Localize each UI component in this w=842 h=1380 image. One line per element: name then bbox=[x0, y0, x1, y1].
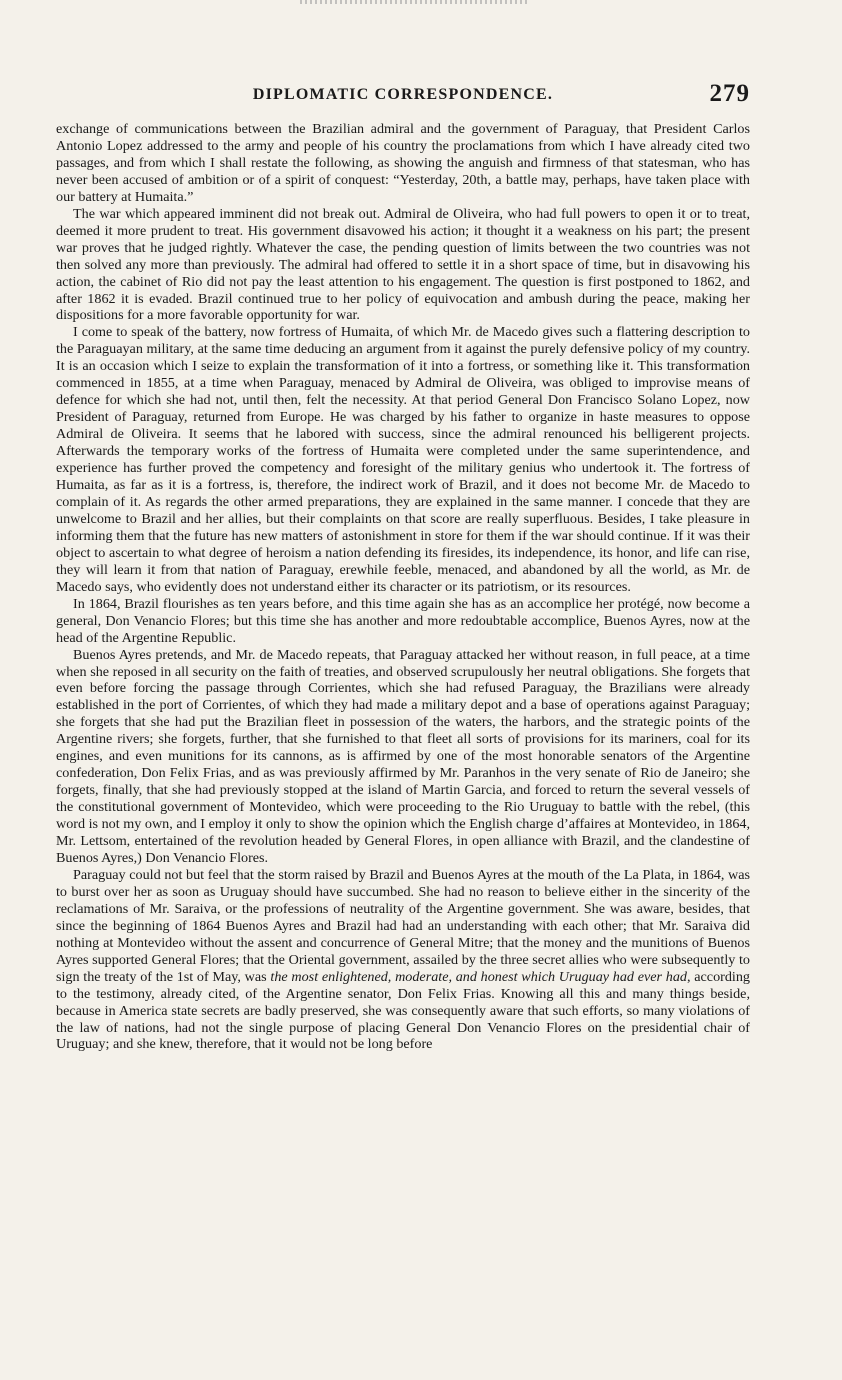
text-segment: , according to the testimony, already cited, of the Argentine senator, Don Felix Frias. Knowing all this and many things beside, because in America state secrets are badly preserved, she was consequently aware that such efforts, so many violations of the law of nations, had not the single purpose of placing General Don Venancio Flores on the presidential chair of Uruguay; and she knew, therefore, that it would not be long before bbox=[56, 968, 751, 1053]
paragraph bbox=[56, 596, 750, 647]
text-segment: In 1864, Brazil flourishes as ten years before, and this time again she has as an accomplice her protégé, now become a general, Don Venancio Flores; but this time she has another and more redoubtable accomplice, Buenos Ayres, now at the head of the Argentine Republic. bbox=[56, 595, 750, 646]
paragraph bbox=[56, 206, 750, 325]
page-number: 279 bbox=[709, 80, 750, 107]
text-segment: The war which appeared imminent did not break out. Admiral de Oliveira, who had full powers to open it or to treat, deemed it more prudent to treat. His government disavowed his action; it thought it a weakness on his part; the present war proves that he judged rightly. Whatever the case, the pending question of limits between the two countries was not then solved any more than previously. The admiral had offered to settle it in a short space of time, but in disavowing his action, the cabinet of Rio did not pay the least attention to his engagement. The question is first postponed to 1862, and after 1862 it is evaded. Brazil continued true to her policy of equivocation and ambush during the peace, making her dispositions for a more favorable opportunity for war. bbox=[56, 205, 750, 324]
text-segment: exchange of communications between the Brazilian admiral and the government of Paraguay, that President Carlos Antonio Lopez addressed to the army and people of his country the proclamations from which I have already cited two passages, and from which I shall restate the following, as showing the anguish and firmness of that statesman, who has never been accused of ambition or of a spirit of conquest: “Yesterday, 20th, a battle may, perhaps, have taken place with our battery at Humaita.” bbox=[56, 121, 750, 205]
text-segment: I come to speak of the battery, now fortress of Humaita, of which Mr. de Macedo gives such a flattering description to the Paraguayan military, at the same time deducing an argument from it against the purely defensive policy of my country. It is an occasion which I seize to explain the transformation of it into a fortress, or something like it. This transformation commenced in 1855, at a time when Paraguay, menaced by Admiral de Oliveira, was obliged to improvise means of defence for which she had not, until then, felt the necessity. At that period General Don Francisco Solano Lopez, now President of Paraguay, returned from Europe. He was charged by his father to organize in haste measures to oppose Admiral de Oliveira. It seems that he labored with success, since the admiral renounced his belligerent projects. Afterwards the temporary works of the fortress of Humaita were completed under the same superintendence, and experience has further proved the competency and foresight of the military genius who undertook it. The fortress of Humaita, as far as it is a fortress, is, therefore, the indirect work of Brazil, and it does not become Mr. de Macedo to complain of it. As regards the other armed preparations, they are explained in the same manner. I concede that they are unwelcome to Brazil and her allies, but their complaints on that score are really superfluous. Besides, I take pleasure in informing them that the future has new matters of astonishment in store for them if the war should continue. If it was their object to ascertain to what degree of heroism a nation defending its firesides, its independence, its honor, and life can rise, they will learn it from that nation of Paraguay, erewhile feeble, menaced, and abandoned by all the world, as Mr. de Macedo says, who evidently does not understand either its character or its patriotism, or its resources. bbox=[56, 324, 750, 595]
scan-artifact bbox=[300, 0, 530, 4]
paragraph bbox=[56, 324, 750, 595]
running-header bbox=[56, 80, 750, 116]
paragraph bbox=[56, 867, 750, 1053]
paragraph bbox=[56, 647, 750, 867]
text-segment: Buenos Ayres pretends, and Mr. de Macedo repeats, that Paraguay attacked her without reason, in full peace, at a time when she reposed in all security on the faith of treaties, and observed scrupulously her neutral obligations. She forgets that even before forcing the passage through Corrientes, which she had refused Paraguay, the Brazilians were already established in the port of Corrientes, of which they had made a military depot and a base of operations against Paraguay; she forgets that she had put the Brazilian fleet in possession of the waters, the harbors, and the strategic points of the Argentine rivers; she forgets, further, that she furnished to that fleet all sorts of provisions for its mariners, coal for its engines, and even munitions for its cannons, as is affirmed by one of the most honorable senators of the Argentine confederation, Don Felix Frias, and as was previously affirmed by Mr. Paranhos in the very senate of Rio de Janeiro; she forgets, finally, that she had previously stopped at the island of Martin Garcia, and forced to return the several vessels of the constitutional government of Montevideo, which were proceeding to the Rio Uruguay to battle with the rebel, (this word is not my own, and I employ it only to show the opinion which the English charge d’affaires at Montevideo, in 1864, Mr. Lettsom, entertained of the revolution headed by General Flores, in open alliance with Brazil, and the clandestine of Buenos Ayres,) Don Venancio Flores. bbox=[56, 646, 750, 866]
body-text bbox=[56, 121, 750, 1053]
text-segment: Paraguay could not but feel that the storm raised by Brazil and Buenos Ayres at the mouth of the La Plata, in 1864, was to burst over her as soon as Uruguay should have succumbed. She had no reason to believe either in the sincerity of the reclamations of Mr. Saraiva, or the professions of neutrality of the Argentine government. She was aware, besides, that since the beginning of 1864 Buenos Ayres and Brazil had had an understanding with each other; that Mr. Saraiva did nothing at Montevideo without the assent and concurrence of General Mitre; that the money and the munitions of Buenos Ayres supported General Flores; that the Oriental government, assailed by the three secret allies who were subsequently to sign the treaty of the 1st of May, was bbox=[56, 866, 750, 985]
paragraph bbox=[56, 121, 750, 206]
italic-text: the most enlightened, moderate, and honest which Uruguay had ever had bbox=[270, 968, 687, 985]
running-title: DIPLOMATIC CORRESPONDENCE. bbox=[252, 86, 554, 103]
